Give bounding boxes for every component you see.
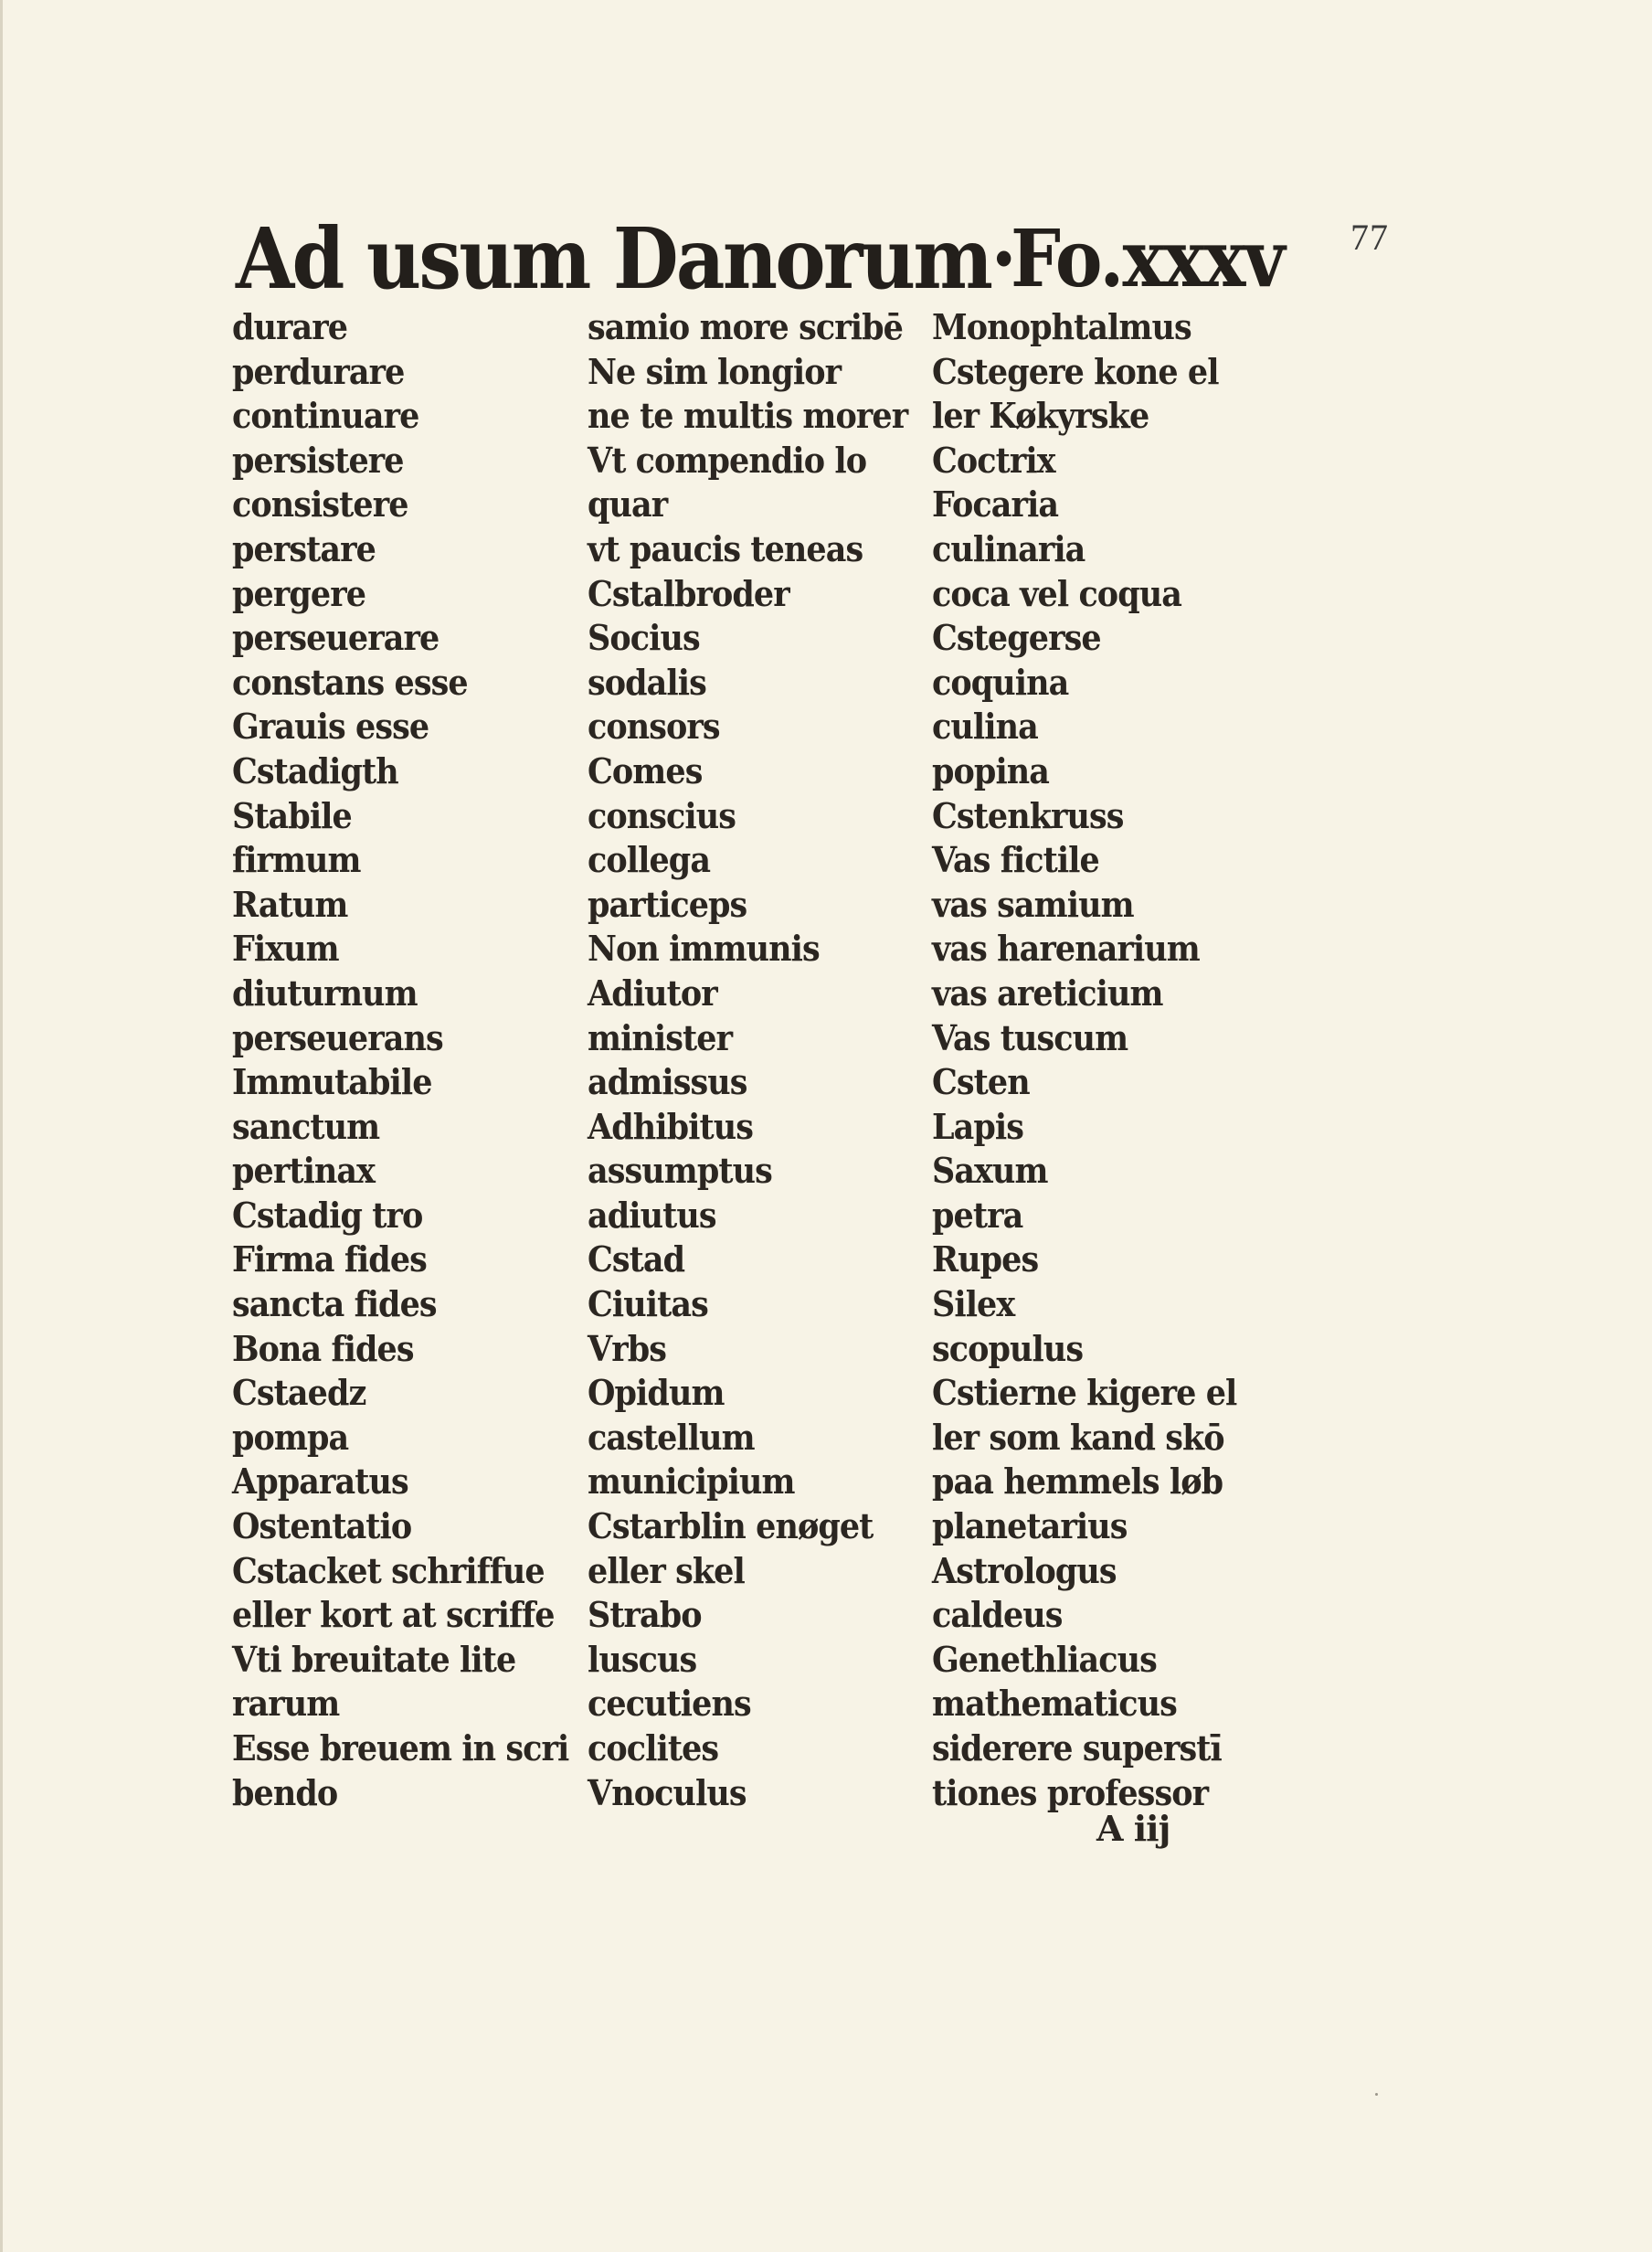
text-line: Vti breuitate lite xyxy=(232,1638,516,1680)
text-line: Cstarblin enøget xyxy=(588,1505,874,1547)
text-line: admissus xyxy=(588,1061,747,1103)
text-line: Cstalbroder xyxy=(588,572,789,614)
text-line: Cstadigth xyxy=(232,749,398,791)
text-line: rarum xyxy=(232,1683,340,1725)
text-line: vas samium xyxy=(932,883,1134,925)
text-line: luscus xyxy=(588,1638,697,1680)
text-line: culina xyxy=(932,706,1038,748)
text-line: Opidum xyxy=(588,1372,725,1414)
text-line: eller kort at scriffe xyxy=(232,1594,555,1636)
text-line: eller skel xyxy=(588,1549,745,1591)
text-line: municipium xyxy=(588,1461,795,1503)
text-line: perseuerans xyxy=(232,1016,443,1058)
text-line: popina xyxy=(932,749,1050,791)
text-line: ler Køkyrske xyxy=(932,395,1149,437)
text-line: Csten xyxy=(932,1061,1030,1103)
text-line: Silex xyxy=(932,1283,1015,1325)
text-line: Socius xyxy=(588,617,700,659)
text-line: siderere superstī xyxy=(932,1727,1222,1769)
text-line: Cstenkruss xyxy=(932,794,1124,836)
text-line: Lapis xyxy=(932,1105,1024,1147)
text-line: Apparatus xyxy=(232,1461,408,1503)
text-line: Cstegere kone el xyxy=(932,350,1219,392)
text-line: Cstacket schriffue xyxy=(232,1549,545,1591)
text-line: coclites xyxy=(588,1727,719,1769)
text-line: Cstadig tro xyxy=(232,1194,423,1236)
text-line: Coctrix xyxy=(932,439,1055,481)
text-line: persistere xyxy=(232,439,404,481)
text-line: planetarius xyxy=(932,1505,1128,1547)
text-line: quar xyxy=(588,483,668,526)
text-line: Bona fides xyxy=(232,1327,414,1369)
text-line: Vrbs xyxy=(588,1327,666,1369)
text-column-3 xyxy=(932,305,1263,1815)
text-line: Esse breuem in scri xyxy=(232,1727,569,1769)
running-head-title: Ad usum Danorum· xyxy=(236,209,1015,308)
text-line: collega xyxy=(588,839,711,881)
text-line: consors xyxy=(588,706,720,748)
text-column-2 xyxy=(588,305,936,1815)
text-line: Vas fictile xyxy=(932,839,1099,881)
text-line: perstare xyxy=(232,527,376,569)
text-line: vt paucis teneas xyxy=(588,527,863,569)
text-line: petra xyxy=(932,1194,1023,1236)
text-line: cecutiens xyxy=(588,1683,751,1725)
folio-number: Fo.xxxv xyxy=(1011,213,1284,305)
text-line: perseuerare xyxy=(232,617,439,659)
text-line: paa hemmels løb xyxy=(932,1461,1223,1503)
text-line: Comes xyxy=(588,749,703,791)
text-line: constans esse xyxy=(232,661,468,703)
text-line: firmum xyxy=(232,839,361,881)
text-line: Ciuitas xyxy=(588,1283,708,1325)
text-line: ne te multis morer xyxy=(588,395,908,437)
text-line: mathematicus xyxy=(932,1683,1177,1725)
text-line: Adhibitus xyxy=(588,1105,753,1147)
text-line: vas areticium xyxy=(932,972,1163,1014)
text-line: Firma fides xyxy=(232,1238,427,1280)
text-line: pertinax xyxy=(232,1150,376,1192)
text-line: Vnoculus xyxy=(588,1771,747,1813)
text-line: Genethliacus xyxy=(932,1638,1157,1680)
text-line: Ostentatio xyxy=(232,1505,412,1547)
text-line: tiones professor xyxy=(932,1771,1209,1813)
text-line: diuturnum xyxy=(232,972,418,1014)
text-line: Vt compendio lo xyxy=(588,439,867,481)
text-line: Monophtalmus xyxy=(932,306,1191,347)
text-line: Stabile xyxy=(232,794,352,836)
text-line: sanctum xyxy=(232,1105,380,1147)
text-line: Adiutor xyxy=(588,972,717,1014)
text-line: Cstad xyxy=(588,1238,685,1280)
text-line: conscius xyxy=(588,794,736,836)
text-line: ler som kand skō xyxy=(932,1416,1224,1458)
text-line: perdurare xyxy=(232,350,405,392)
text-line: Cstaedz xyxy=(232,1372,366,1414)
text-line: castellum xyxy=(588,1416,755,1458)
text-line: durare xyxy=(232,306,348,347)
text-line: Ratum xyxy=(232,883,348,925)
text-line: Astrologus xyxy=(932,1549,1117,1591)
text-line: Strabo xyxy=(588,1594,702,1636)
text-line: sancta fides xyxy=(232,1283,437,1325)
text-line: Focaria xyxy=(932,483,1059,526)
running-head xyxy=(236,207,1284,312)
text-line: Grauis esse xyxy=(232,706,429,748)
text-line: Rupes xyxy=(932,1238,1039,1280)
paper-speck xyxy=(1375,2093,1378,2096)
text-line: vas harenarium xyxy=(932,928,1200,970)
text-line: coquina xyxy=(932,661,1069,703)
text-line: particeps xyxy=(588,883,747,925)
text-line: sodalis xyxy=(588,661,706,703)
text-line: minister xyxy=(588,1016,733,1058)
text-line: Saxum xyxy=(932,1150,1048,1192)
text-column-1 xyxy=(232,305,598,1815)
text-line: samio more scribē xyxy=(588,306,903,347)
text-line: Ne sim longior xyxy=(588,350,842,392)
text-line: assumptus xyxy=(588,1150,772,1192)
text-line: bendo xyxy=(232,1771,338,1813)
text-line: Cstierne kigere el xyxy=(932,1372,1237,1414)
text-line: caldeus xyxy=(932,1594,1063,1636)
text-line: Fixum xyxy=(232,928,339,970)
text-line: consistere xyxy=(232,483,408,526)
text-line: adiutus xyxy=(588,1194,716,1236)
signature-mark: A iij xyxy=(1096,1808,1170,1849)
page-edge xyxy=(0,0,3,2252)
text-line: continuare xyxy=(232,395,419,437)
text-line: coca vel coqua xyxy=(932,572,1181,614)
text-line: culinaria xyxy=(932,527,1085,569)
text-line: pergere xyxy=(232,572,366,614)
page-number: 77 xyxy=(1350,217,1389,258)
text-line: Cstegerse xyxy=(932,617,1101,659)
text-line: Vas tuscum xyxy=(932,1016,1128,1058)
text-line: pompa xyxy=(232,1416,349,1458)
text-line: Non immunis xyxy=(588,928,820,970)
text-line: scopulus xyxy=(932,1327,1084,1369)
text-line: Immutabile xyxy=(232,1061,432,1103)
